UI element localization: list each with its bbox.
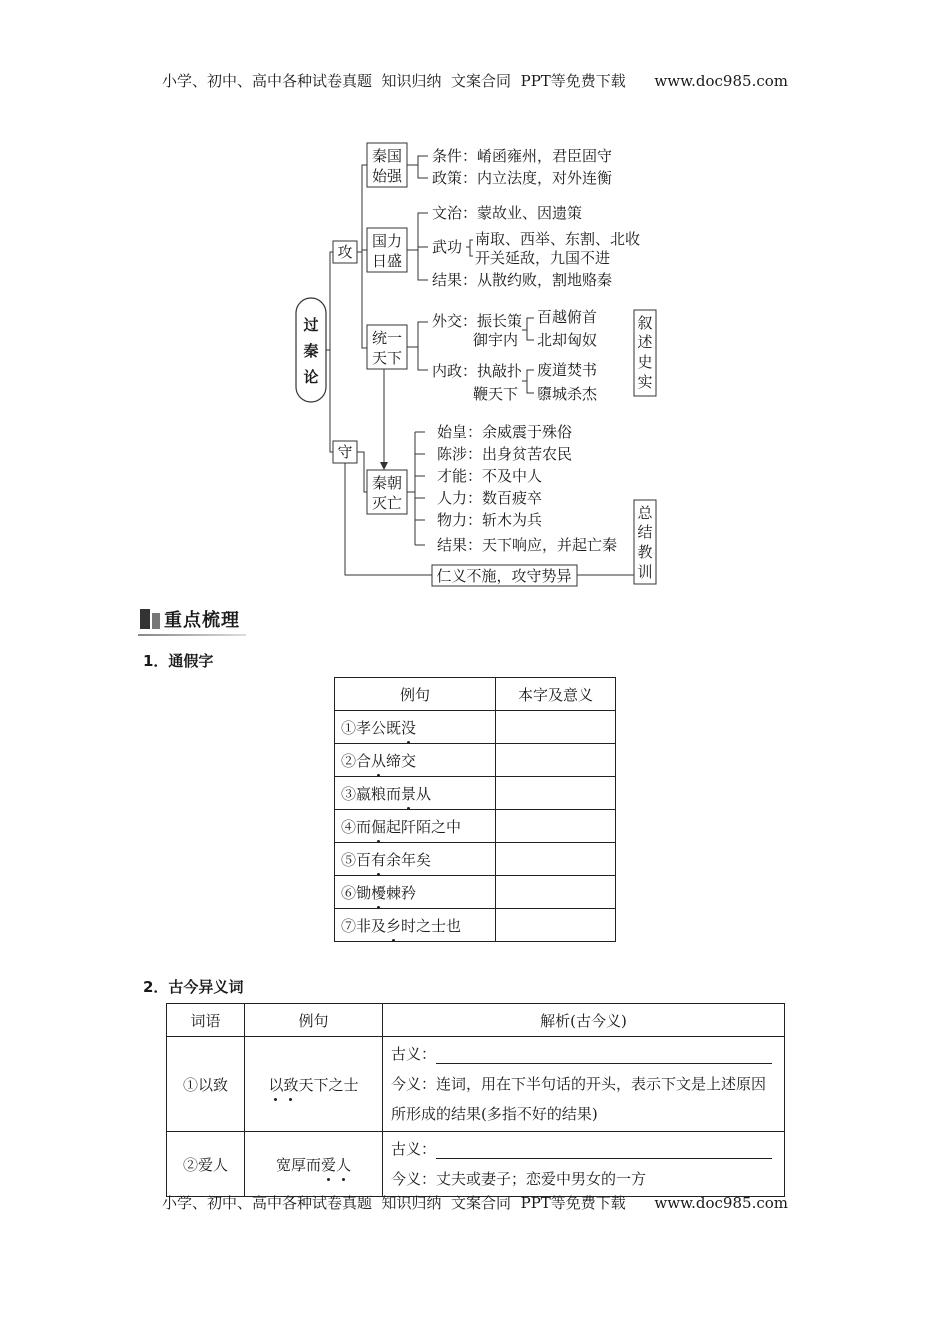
q1-example-1: ①孝公既没 <box>335 711 496 744</box>
q2-ancient-blank-2[interactable] <box>436 1142 772 1159</box>
tongjia-table <box>334 677 616 942</box>
qin-start-condition: 条件：崤函雍州，君臣固守 <box>432 147 613 165</box>
root-char-2: 秦 <box>303 342 319 360</box>
table-row <box>167 1132 785 1197</box>
q2-ancient-label-2: 古义： <box>391 1140 437 1158</box>
unify-diplomacy-sub1: 百越俯首 <box>537 308 598 326</box>
narrate-char-4: 实 <box>637 373 653 391</box>
table-row <box>335 843 616 876</box>
q2-analysis-1 <box>383 1037 785 1132</box>
power-result: 结果：从散约败，割地赂秦 <box>432 271 613 289</box>
fall-line2: 灭亡 <box>371 494 403 512</box>
unify-internal-sub2: 隳城杀杰 <box>537 385 598 403</box>
page-footer: 小学、初中、高中各种试卷真题 知识归纳 文案合同 PPT等免费下载 www.doc985.com <box>161 1194 788 1212</box>
q2-ancient-label-1: 古义： <box>391 1045 437 1063</box>
heading-underline <box>138 634 246 636</box>
narrate-char-3: 史 <box>637 353 653 371</box>
power-line1: 国力 <box>371 232 403 250</box>
unify-diplomacy-2: 御宇内 <box>473 331 519 349</box>
fall-item-4: 人力：数百疲卒 <box>437 489 543 507</box>
heading-bar-icon-2 <box>152 613 160 629</box>
table-row <box>335 876 616 909</box>
q1-answer-3[interactable] <box>496 777 616 810</box>
unify-internal-sub1: 废道焚书 <box>537 361 598 379</box>
power-line2: 日盛 <box>371 252 403 270</box>
q1-title: 1．通假字 <box>143 652 214 670</box>
q1-example-6: ⑥锄櫌棘矜 <box>335 876 496 909</box>
narrate-char-2: 述 <box>637 333 653 351</box>
fall-item-1: 始皇：余威震于殊俗 <box>437 423 573 441</box>
summary-char-2: 结 <box>637 523 653 541</box>
attack-label: 攻 <box>337 243 353 261</box>
q1-example-5: ⑤百有余年矣 <box>335 843 496 876</box>
unify-line2: 天下 <box>371 349 403 367</box>
q2-ancient-blank-1[interactable] <box>436 1047 772 1064</box>
q2-title: 2．古今异义词 <box>143 978 244 996</box>
q1-header-meaning: 本字及意义 <box>496 678 616 711</box>
fall-line1: 秦朝 <box>371 474 403 492</box>
q2-example-2: 宽厚而爱人 <box>245 1132 383 1197</box>
q1-example-4: ④而倔起阡陌之中 <box>335 810 496 843</box>
qin-start-line1: 秦国 <box>371 147 403 165</box>
narrate-char-1: 叙 <box>637 314 653 332</box>
q1-answer-2[interactable] <box>496 744 616 777</box>
fall-item-2: 陈涉：出身贫苦农民 <box>437 445 573 463</box>
power-wenzhi: 文治：蒙故业、因遗策 <box>432 204 583 222</box>
table-row <box>335 744 616 777</box>
q2-header-word: 词语 <box>167 1004 245 1037</box>
q2-word-1: ①以致 <box>167 1037 245 1132</box>
heading-bar-icon <box>140 609 150 629</box>
table-row <box>335 909 616 942</box>
table-row <box>335 810 616 843</box>
fall-item-3: 才能：不及中人 <box>437 467 543 485</box>
fall-item-6: 结果：天下响应，并起亡秦 <box>437 536 618 554</box>
q1-example-2: ②合从缔交 <box>335 744 496 777</box>
q2-word-2: ②爱人 <box>167 1132 245 1197</box>
section-title: 重点梳理 <box>164 610 240 631</box>
gujin-table <box>166 1003 785 1197</box>
q2-header-analysis: 解析(古今义) <box>383 1004 785 1037</box>
q1-answer-1[interactable] <box>496 711 616 744</box>
q1-answer-5[interactable] <box>496 843 616 876</box>
unify-line1: 统一 <box>371 329 403 347</box>
qin-start-policy: 政策：内立法度，对外连衡 <box>432 169 613 187</box>
power-wugong-line2: 开关延敌，九国不进 <box>475 249 611 267</box>
q2-example-1: 以致天下之士 <box>245 1037 383 1132</box>
summary-char-3: 教 <box>637 543 653 561</box>
q2-analysis-2 <box>383 1132 785 1197</box>
unify-diplomacy-1: 外交：振长策 <box>432 312 523 330</box>
q1-example-7: ⑦非及乡时之士也 <box>335 909 496 942</box>
qin-start-line2: 始强 <box>371 167 403 185</box>
power-wugong-label: 武功 <box>432 238 463 256</box>
q1-example-3: ③嬴粮而景从 <box>335 777 496 810</box>
defend-label: 守 <box>337 443 353 461</box>
q1-header-example: 例句 <box>335 678 496 711</box>
q2-modern-1: 今义：连词，用在下半句话的开头，表示下文是上述原因所形成的结果(多指不好的结果) <box>391 1075 767 1123</box>
lesson-text: 仁义不施，攻守势异 <box>436 567 572 585</box>
q1-answer-4[interactable] <box>496 810 616 843</box>
root-char-1: 过 <box>303 316 319 334</box>
q2-modern-2: 今义：丈夫或妻子；恋爱中男女的一方 <box>391 1170 647 1188</box>
q1-answer-7[interactable] <box>496 909 616 942</box>
section-heading <box>138 606 248 632</box>
q1-answer-6[interactable] <box>496 876 616 909</box>
q2-header-example: 例句 <box>245 1004 383 1037</box>
table-row <box>167 1037 785 1132</box>
unify-diplomacy-sub2: 北却匈奴 <box>537 331 598 349</box>
fall-item-5: 物力：斩木为兵 <box>437 511 543 529</box>
mind-map-diagram <box>0 0 950 600</box>
summary-char-1: 总 <box>637 504 653 522</box>
unify-internal-1: 内政：执敲扑 <box>432 362 523 380</box>
power-wugong-line1: 南取、西举、东割、北收 <box>475 230 641 248</box>
unify-internal-2: 鞭天下 <box>473 385 519 403</box>
root-char-3: 论 <box>303 368 319 386</box>
page-header: 小学、初中、高中各种试卷真题 知识归纳 文案合同 PPT等免费下载 www.doc985.com <box>161 72 788 90</box>
table-row <box>335 711 616 744</box>
table-row <box>335 777 616 810</box>
summary-char-4: 训 <box>637 563 653 581</box>
